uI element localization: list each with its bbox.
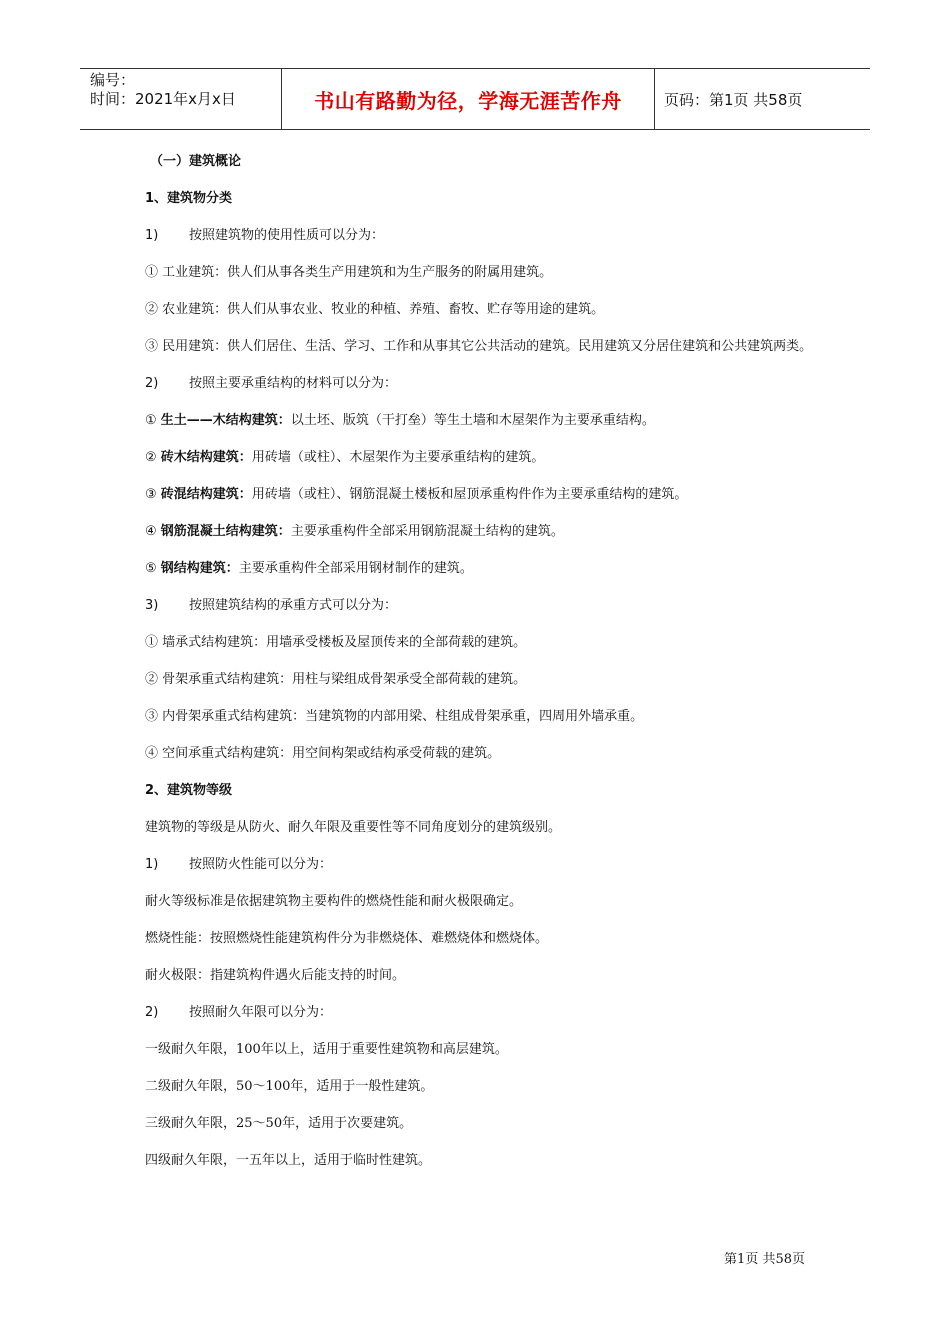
- definition: 主要承重构件全部采用钢材制作的建筑。: [238, 561, 473, 576]
- item-mark: ④: [145, 524, 161, 539]
- definition: 用砖墙（或柱）、钢筋混凝土楼板和屋顶承重构件作为主要承重结构的建筑。: [251, 487, 688, 502]
- list-item: [145, 224, 825, 248]
- document-body: [145, 150, 825, 1186]
- section-title: （一）建筑概论: [150, 154, 242, 169]
- paragraph: [145, 446, 825, 470]
- item-mark: ②: [145, 450, 161, 465]
- doc-time-label: 时间：2021年x月x日: [90, 90, 236, 108]
- heading-classification: 1、建筑物分类: [145, 191, 233, 206]
- list-item: [145, 853, 825, 877]
- item-text: 按照防火性能可以分为：: [189, 857, 333, 872]
- heading-grade: 2、建筑物等级: [145, 783, 233, 798]
- item-text: 按照主要承重结构的材料可以分为：: [189, 376, 398, 391]
- paragraph: [145, 557, 825, 581]
- paragraph: [145, 520, 825, 544]
- item-text: 按照建筑结构的承重方式可以分为：: [189, 598, 398, 613]
- header-divider: [654, 69, 655, 129]
- paragraph: ② 骨架承重式结构建筑：用柱与梁组成骨架承受全部荷载的建筑。: [145, 672, 527, 687]
- paragraph: 一级耐久年限，100年以上，适用于重要性建筑物和高层建筑。: [145, 1042, 508, 1057]
- paragraph: 耐火等级标准是依据建筑物主要构件的燃烧性能和耐火极限确定。: [145, 894, 523, 909]
- item-number: 2): [145, 376, 159, 391]
- list-item: [145, 1001, 825, 1025]
- paragraph: ③ 内骨架承重式结构建筑：当建筑物的内部用梁、柱组成骨架承重，四周用外墙承重。: [145, 709, 644, 724]
- paragraph: 四级耐久年限，一五年以上，适用于临时性建筑。: [145, 1153, 432, 1168]
- paragraph: [145, 409, 825, 433]
- item-mark: ①: [145, 413, 161, 428]
- header-motto: 书山有路勤为径，学海无涯苦作舟: [314, 89, 622, 113]
- paragraph: 耐火极限：指建筑构件遇火后能支持的时间。: [145, 968, 406, 983]
- header-page-info: 页码：第1页 共58页: [664, 91, 803, 109]
- definition: 以土坯、版筑（干打垒）等生土墙和木屋架作为主要承重结构。: [290, 413, 655, 428]
- item-number: 1): [145, 228, 159, 243]
- paragraph: ① 墙承式结构建筑：用墙承受楼板及屋顶传来的全部荷载的建筑。: [145, 635, 527, 650]
- item-number: 3): [145, 598, 159, 613]
- paragraph: 建筑物的等级是从防火、耐久年限及重要性等不同角度划分的建筑级别。: [145, 820, 562, 835]
- paragraph: 三级耐久年限，25～50年，适用于次要建筑。: [145, 1116, 413, 1131]
- term: 钢结构建筑：: [160, 561, 239, 576]
- item-mark: ⑤: [145, 561, 161, 576]
- header-meta: [90, 71, 236, 109]
- definition: 用砖墙（或柱）、木屋架作为主要承重结构的建筑。: [251, 450, 545, 465]
- item-mark: ③: [145, 487, 161, 502]
- term: 砖混结构建筑：: [160, 487, 252, 502]
- term: 生土——木结构建筑：: [160, 413, 291, 428]
- definition: 主要承重构件全部采用钢筋混凝土结构的建筑。: [290, 524, 564, 539]
- item-number: 2): [145, 1005, 159, 1020]
- paragraph: [145, 483, 825, 507]
- term: 钢筋混凝土结构建筑：: [160, 524, 291, 539]
- item-text: 按照建筑物的使用性质可以分为：: [189, 228, 385, 243]
- list-item: [145, 594, 825, 618]
- page-footer: 第1页 共58页: [724, 1252, 805, 1267]
- term: 砖木结构建筑：: [160, 450, 252, 465]
- paragraph: ② 农业建筑：供人们从事农业、牧业的种植、养殖、畜牧、贮存等用途的建筑。: [145, 302, 605, 317]
- item-text: 按照耐久年限可以分为：: [189, 1005, 333, 1020]
- item-number: 1): [145, 857, 159, 872]
- paragraph: 二级耐久年限，50～100年，适用于一般性建筑。: [145, 1079, 434, 1094]
- paragraph: ① 工业建筑：供人们从事各类生产用建筑和为生产服务的附属用建筑。: [145, 265, 553, 280]
- paragraph: 燃烧性能：按照燃烧性能建筑构件分为非燃烧体、难燃烧体和燃烧体。: [145, 931, 549, 946]
- paragraph: ③ 民用建筑：供人们居住、生活、学习、工作和从事其它公共活动的建筑。民用建筑又分居住建筑和公共建筑两类。: [145, 339, 813, 354]
- doc-code-label: 编号：: [90, 71, 136, 89]
- list-item: [145, 372, 825, 396]
- page-header: [80, 68, 870, 130]
- paragraph: ④ 空间承重式结构建筑：用空间构架或结构承受荷载的建筑。: [145, 746, 501, 761]
